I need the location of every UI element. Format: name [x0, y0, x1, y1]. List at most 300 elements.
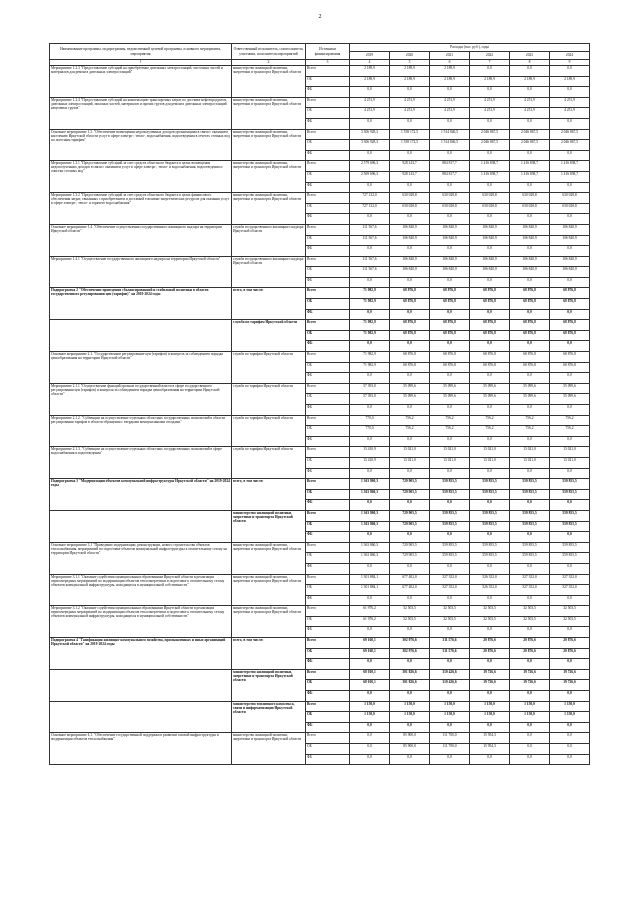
funding-source: ФБ	[306, 182, 350, 193]
cost-value: 2 569 696,3	[350, 171, 390, 182]
cost-value: 1 301 884,1	[350, 585, 390, 596]
cost-value: 0,0	[470, 659, 510, 670]
cost-value: 68 876,8	[510, 362, 550, 373]
cost-value: 0,0	[510, 214, 550, 225]
cost-value: 559 855,5	[550, 479, 590, 490]
cost-value: 111 567,6	[350, 256, 390, 267]
cost-value: 0,0	[350, 277, 390, 288]
funding-source: ФБ	[306, 691, 350, 702]
cost-value: 0,0	[430, 214, 470, 225]
cost-value: 677 402,0	[390, 585, 430, 596]
cost-value: 302 976,6	[390, 648, 430, 659]
item-responsible: министерство жилищной политики, энергетики и транспорта Иркутской области	[232, 97, 306, 129]
cost-value: 0,0	[430, 150, 470, 161]
cost-value: 1 150,0	[350, 712, 390, 723]
cost-value: 0,0	[470, 373, 510, 384]
cost-value: 4 251,9	[390, 108, 430, 119]
cost-value: 55 099,6	[430, 394, 470, 405]
cost-value: 559 855,5	[430, 510, 470, 521]
cost-value: 0,0	[430, 595, 470, 606]
cost-value: 0,0	[430, 405, 470, 416]
table-row	[50, 129, 590, 140]
cost-value: 19 726,6	[550, 669, 590, 680]
cost-value: 0,0	[510, 733, 550, 744]
item-name: Мероприятие 1.2.4 "Предоставление субсидий на компенсацию транспортных затрат по доставке нефтепродуктов, дизельных электростанций, запасных частей, материалов и прочих грузов для ремонта дизельных электростанций нецелевых грузов"	[50, 97, 232, 129]
cost-value: 85 900,0	[390, 744, 430, 755]
cost-value: 0,0	[550, 563, 590, 574]
cost-value: 0,0	[510, 659, 550, 670]
cost-value: 0,0	[470, 436, 510, 447]
cost-value: 13 021,0	[470, 447, 510, 458]
cost-value: 1 558 172,5	[390, 140, 430, 151]
cost-value: 677 402,0	[390, 574, 430, 585]
cost-value: 68 876,8	[430, 320, 470, 331]
cost-value: 559 855,5	[430, 521, 470, 532]
funding-source: ОБ	[306, 362, 350, 373]
cost-value: 0,0	[550, 744, 590, 755]
cost-value: 111 700,0	[430, 744, 470, 755]
cost-value: 4 251,9	[510, 108, 550, 119]
cost-value: 68 876,8	[550, 330, 590, 341]
header-column-number: 9	[550, 60, 590, 66]
funding-source: ОБ	[306, 680, 350, 691]
cost-value: 2 189,9	[430, 76, 470, 87]
cost-value: 928 143,7	[390, 161, 430, 172]
table-row	[50, 161, 590, 172]
cost-value: 0,0	[510, 150, 550, 161]
cost-value: 0,0	[550, 436, 590, 447]
cost-value: 0,0	[510, 627, 550, 638]
cost-value: 559 855,5	[430, 489, 470, 500]
cost-value: 559 855,5	[470, 479, 510, 490]
funding-source: ОБ	[306, 553, 350, 564]
cost-value: 0,0	[510, 691, 550, 702]
cost-value: 0,0	[390, 277, 430, 288]
cost-value: 68 876,8	[550, 299, 590, 310]
cost-value: 19 726,6	[470, 669, 510, 680]
cost-value: 68 876,8	[550, 320, 590, 331]
cost-value: 0,0	[430, 627, 470, 638]
cost-value: 756,2	[470, 426, 510, 437]
cost-value: 729 905,5	[390, 489, 430, 500]
cost-value: 0,0	[510, 341, 550, 352]
table-row	[50, 669, 590, 680]
cost-value: 32 503,5	[510, 606, 550, 617]
cost-value: 0,0	[470, 627, 510, 638]
cost-value: 0,0	[510, 118, 550, 129]
funding-source: Всего	[306, 352, 350, 363]
cost-value: 0,0	[430, 722, 470, 733]
cost-value: 0,0	[350, 182, 390, 193]
cost-value: 0,0	[390, 150, 430, 161]
funding-source: ОБ	[306, 457, 350, 468]
cost-value: 0,0	[390, 722, 430, 733]
cost-value: 0,0	[390, 405, 430, 416]
cost-value: 0,0	[350, 532, 390, 543]
cost-value: 68 876,8	[510, 352, 550, 363]
cost-value: 4 251,9	[470, 97, 510, 108]
cost-value: 106 840,9	[430, 235, 470, 246]
cost-value: 19 726,6	[510, 680, 550, 691]
item-responsible: служба по тарифам Иркутской области	[232, 415, 306, 447]
cost-value: 0,0	[510, 66, 550, 77]
cost-value: 68 876,8	[470, 330, 510, 341]
cost-value: 559 855,5	[510, 542, 550, 553]
budget-table	[49, 43, 590, 765]
cost-value: 301 826,6	[390, 680, 430, 691]
funding-source: ФБ	[306, 500, 350, 511]
cost-value: 4 251,9	[350, 97, 390, 108]
cost-value: 756,2	[550, 415, 590, 426]
table-row	[50, 352, 590, 363]
cost-value: 0,0	[550, 659, 590, 670]
funding-source: ФБ	[306, 659, 350, 670]
cost-value: 4 251,9	[430, 97, 470, 108]
cost-value: 0,0	[550, 87, 590, 98]
header-column-number: 6	[430, 60, 470, 66]
cost-value: 13 021,0	[510, 447, 550, 458]
funding-source: ОБ	[306, 394, 350, 405]
cost-value: 0,0	[470, 691, 510, 702]
cost-value: 0,0	[390, 532, 430, 543]
cost-value: 0,0	[470, 468, 510, 479]
funding-source: ФБ	[306, 595, 350, 606]
table-row	[50, 193, 590, 204]
cost-value: 0,0	[510, 563, 550, 574]
cost-value: 71 982,9	[350, 288, 390, 299]
cost-value: 68 876,8	[510, 330, 550, 341]
funding-source: ОБ	[306, 299, 350, 310]
header-funding-source: Источники финансирования	[306, 44, 350, 60]
funding-source: Всего	[306, 415, 350, 426]
cost-value: 0,0	[470, 182, 510, 193]
cost-value: 526 352,0	[470, 585, 510, 596]
cost-value: 630 028,8	[430, 203, 470, 214]
funding-source: Всего	[306, 256, 350, 267]
cost-value: 2 189,9	[390, 76, 430, 87]
cost-value: 559 855,5	[510, 510, 550, 521]
cost-value: 1 416 838,7	[470, 171, 510, 182]
cost-value: 106 840,9	[390, 256, 430, 267]
cost-value: 559 855,5	[510, 489, 550, 500]
cost-value: 0,0	[350, 436, 390, 447]
item-name: Основное мероприятие 1.4. "Обеспечение осуществления государственного жилищного надзора на территории Иркутской области"	[50, 224, 232, 256]
cost-value: 1 150,0	[510, 701, 550, 712]
header-year: 2024	[550, 52, 590, 60]
cost-value: 0,0	[510, 182, 550, 193]
funding-source: Всего	[306, 733, 350, 744]
item-responsible: служба государственного жилищного надзора Иркутской области	[232, 256, 306, 288]
cost-value: 32 503,5	[470, 616, 510, 627]
cost-value: 0,0	[390, 118, 430, 129]
cost-value: 0,0	[550, 722, 590, 733]
item-name: Основное мероприятие 1.3. "Обеспечение возмещения недополученных доходов организациям в связи с оказанием населению Иркутской области услуг в сфере электро-, тепло-, водоснабжения, водоотведения в отчетах сточных вод по льготным тарифам"	[50, 129, 232, 161]
cost-value: 0,0	[470, 563, 510, 574]
header-column-number: 5	[390, 60, 430, 66]
cost-value: 0,0	[350, 744, 390, 755]
cost-value: 559 855,5	[550, 510, 590, 521]
header-costs: Расходы (тыс. руб.), годы	[350, 44, 590, 52]
item-name: Мероприятие 3.1.2 "Оказание содействия муниципальным образованиям Иркутской области в реализации первоочередных мероприятий по модернизации объектов теплоэнергетики и подготовке к отопительному сезону объектов коммунальной инфраструктуры, находящихся в муниципальной собственности"	[50, 606, 232, 638]
cost-value: 0,0	[350, 722, 390, 733]
cost-value: 526 352,0	[470, 574, 510, 585]
cost-value: 106 840,9	[390, 235, 430, 246]
cost-value: 68 876,8	[390, 330, 430, 341]
cost-value: 1 150,0	[430, 701, 470, 712]
funding-source: Всего	[306, 288, 350, 299]
item-responsible: министерство жилищной политики, энергетики и транспорта Иркутской области	[232, 193, 306, 225]
cost-value: 756,2	[550, 426, 590, 437]
item-name	[50, 320, 232, 352]
cost-value: 15 954,3	[470, 733, 510, 744]
funding-source: ОБ	[306, 330, 350, 341]
table-row	[50, 510, 590, 521]
cost-value: 884 817,7	[430, 161, 470, 172]
cost-value: 0,0	[350, 733, 390, 744]
cost-value: 0,0	[390, 659, 430, 670]
cost-value: 68 876,8	[470, 299, 510, 310]
cost-value: 1 150,0	[390, 712, 430, 723]
cost-value: 2 189,9	[550, 76, 590, 87]
funding-source: ФБ	[306, 627, 350, 638]
cost-value: 559 855,5	[550, 489, 590, 500]
item-name: Подпрограмма 2 "Обеспечение проведения сбалансированной и стабильной политики в области государственного регулирования цен (тарифов)" на 2019-2024 годы	[50, 288, 232, 320]
item-responsible: министерство жилищной политики, энергетики и транспорта Иркутской области	[232, 161, 306, 193]
funding-source: ОБ	[306, 426, 350, 437]
funding-source: Всего	[306, 638, 350, 649]
cost-value: 13 021,0	[430, 457, 470, 468]
cost-value: 68 010,1	[350, 680, 390, 691]
funding-source: ФБ	[306, 246, 350, 257]
item-name: Мероприятие 1.4.1 "Осуществление государственного жилищного надзора на территории Иркутской области"	[50, 256, 232, 288]
funding-source: ОБ	[306, 585, 350, 596]
cost-value: 0,0	[430, 309, 470, 320]
cost-value: 729 905,5	[390, 479, 430, 490]
cost-value: 0,0	[510, 405, 550, 416]
cost-value: 756,2	[470, 415, 510, 426]
cost-value: 0,0	[510, 722, 550, 733]
cost-value: 68 876,8	[510, 320, 550, 331]
cost-value: 1 558 172,5	[390, 129, 430, 140]
cost-value: 68 876,8	[390, 288, 430, 299]
cost-value: 52 503,5	[390, 616, 430, 627]
cost-value: 68 876,8	[470, 288, 510, 299]
cost-value: 0,0	[390, 500, 430, 511]
table-row	[50, 224, 590, 235]
cost-value: 0,0	[470, 87, 510, 98]
table-row	[50, 256, 590, 267]
item-responsible: министерство жилищной политики, энергетики и транспорта Иркутской области	[232, 606, 306, 638]
cost-value: 1 150,0	[550, 701, 590, 712]
cost-value: 71 982,9	[350, 330, 390, 341]
cost-value: 32 503,5	[550, 606, 590, 617]
cost-value: 0,0	[470, 309, 510, 320]
cost-value: 4 251,9	[430, 108, 470, 119]
cost-value: 0,0	[350, 754, 390, 765]
cost-value: 770,0	[350, 415, 390, 426]
header-responsible: Ответственный исполнитель, соисполнители, участники, исполнители мероприятий	[232, 44, 306, 60]
cost-value: 32 503,5	[550, 616, 590, 627]
cost-value: 756,2	[510, 415, 550, 426]
cost-value: 0,0	[350, 659, 390, 670]
funding-source: ФБ	[306, 468, 350, 479]
cost-value: 20 876,6	[510, 648, 550, 659]
cost-value: 0,0	[350, 87, 390, 98]
cost-value: 1 150,0	[550, 712, 590, 723]
cost-value: 71 982,9	[350, 320, 390, 331]
cost-value: 0,0	[550, 532, 590, 543]
funding-source: ОБ	[306, 712, 350, 723]
cost-value: 68 876,8	[550, 362, 590, 373]
cost-value: 0,0	[350, 405, 390, 416]
cost-value: 0,0	[350, 150, 390, 161]
cost-value: 32 503,5	[510, 616, 550, 627]
cost-value: 68 876,8	[510, 299, 550, 310]
table-row	[50, 701, 590, 712]
funding-source: ОБ	[306, 171, 350, 182]
item-name: Основное мероприятие 3.1 "Проведение модернизации, реконструкции, нового строительства объектов теплоснабжения, мероприятий по подготовке объектов коммунальной инфраструктуры к отопительному сезону на территории Иркутской области"	[50, 542, 232, 574]
header-column-number: 7	[470, 60, 510, 66]
cost-value: 4 251,9	[550, 108, 590, 119]
header-column-number: 3	[306, 60, 350, 66]
item-responsible: всего, в том числе:	[232, 638, 306, 670]
cost-value: 1 363 860,3	[350, 542, 390, 553]
cost-value: 68 876,8	[430, 299, 470, 310]
cost-value: 0,0	[550, 66, 590, 77]
funding-source: ФБ	[306, 532, 350, 543]
cost-value: 310 426,6	[430, 669, 470, 680]
cost-value: 0,0	[510, 436, 550, 447]
cost-value: 1 150,0	[470, 712, 510, 723]
cost-value: 0,0	[390, 182, 430, 193]
cost-value: 559 855,5	[510, 521, 550, 532]
cost-value: 527 352,0	[550, 585, 590, 596]
cost-value: 527 352,0	[430, 574, 470, 585]
cost-value: 106 840,9	[470, 235, 510, 246]
cost-value: 630 028,8	[390, 203, 430, 214]
cost-value: 0,0	[510, 532, 550, 543]
funding-source: ОБ	[306, 521, 350, 532]
cost-value: 106 840,9	[470, 256, 510, 267]
cost-value: 2 046 867,5	[470, 140, 510, 151]
cost-value: 630 028,8	[550, 203, 590, 214]
item-responsible: министерство жилищной политики, энергетики и транспорта Иркутской области	[232, 66, 306, 98]
header-column-number: 8	[510, 60, 550, 66]
cost-value: 1 363 860,3	[350, 510, 390, 521]
funding-source: Всего	[306, 161, 350, 172]
cost-value: 527 352,0	[510, 585, 550, 596]
cost-value: 1 514 846,5	[430, 129, 470, 140]
cost-value: 0,0	[470, 246, 510, 257]
cost-value: 106 840,9	[510, 256, 550, 267]
cost-value: 1 363 860,3	[350, 553, 390, 564]
cost-value: 0,0	[470, 405, 510, 416]
cost-value: 727 132,0	[350, 203, 390, 214]
item-name: Мероприятие 2.1.1 "Осуществление функций органом государственной власти в сфере государственного регулирования цен (тарифов) и контроля за соблюдением порядка ценообразования на территории Иркутской области"	[50, 383, 232, 415]
cost-value: 0,0	[510, 754, 550, 765]
cost-value: 729 905,5	[390, 510, 430, 521]
cost-value: 928 143,7	[390, 171, 430, 182]
cost-value: 13 021,0	[510, 457, 550, 468]
item-responsible: министерство жилищной политики, энергетики и транспорта Иркутской области	[232, 574, 306, 606]
cost-value: 0,0	[350, 691, 390, 702]
cost-value: 68 876,8	[510, 288, 550, 299]
item-name: Мероприятие 1.3.1 "Предоставление субсидий за счет средств областного бюджета в целях возмещения недополученных доходов в связи с оказанием услуг в сфере электро-, тепло- и водоснабжения, водоотведения и очистки сточных вод"	[50, 161, 232, 193]
cost-value: 0,0	[510, 744, 550, 755]
cost-value: 559 855,5	[550, 542, 590, 553]
cost-value: 0,0	[430, 563, 470, 574]
cost-value: 559 855,5	[510, 553, 550, 564]
cost-value: 0,0	[550, 691, 590, 702]
cost-value: 0,0	[350, 373, 390, 384]
cost-value: 57 393,0	[350, 383, 390, 394]
item-responsible: служба по тарифам Иркутской области	[232, 352, 306, 384]
cost-value: 0,0	[550, 468, 590, 479]
cost-value: 52 503,5	[390, 606, 430, 617]
cost-value: 559 855,5	[470, 510, 510, 521]
cost-value: 106 840,9	[430, 256, 470, 267]
cost-value: 0,0	[470, 722, 510, 733]
cost-value: 32 503,5	[430, 606, 470, 617]
cost-value: 630 028,8	[390, 193, 430, 204]
funding-source: Всего	[306, 447, 350, 458]
cost-value: 559 855,5	[550, 521, 590, 532]
cost-value: 0,0	[510, 468, 550, 479]
cost-value: 559 855,5	[550, 553, 590, 564]
cost-value: 13 410,9	[350, 457, 390, 468]
cost-value: 630 028,8	[510, 193, 550, 204]
cost-value: 2 046 867,5	[510, 129, 550, 140]
cost-value: 1 514 846,5	[430, 140, 470, 151]
cost-value: 55 099,6	[390, 383, 430, 394]
item-name: Подпрограмма 3 "Модернизация объектов коммунальной инфраструктуры Иркутской области" на 2019-2024 годы	[50, 479, 232, 511]
cost-value: 0,0	[550, 150, 590, 161]
cost-value: 0,0	[430, 659, 470, 670]
header-name: Наименование программы, подпрограммы, ведомственной целевой программы, основного мероприятия, мероприятия	[50, 44, 232, 60]
cost-value: 2 189,9	[470, 76, 510, 87]
cost-value: 310 426,6	[430, 680, 470, 691]
cost-value: 770,0	[350, 426, 390, 437]
item-name: Мероприятие 2.1.3. "Субвенции на осуществление отдельных областных государственных полномочий в сфере водоснабжения и водоотведения"	[50, 447, 232, 479]
cost-value: 0,0	[430, 468, 470, 479]
cost-value: 20 876,6	[510, 638, 550, 649]
cost-value: 756,2	[390, 415, 430, 426]
cost-value: 0,0	[350, 341, 390, 352]
cost-value: 0,0	[390, 436, 430, 447]
cost-value: 2 046 867,5	[470, 129, 510, 140]
cost-value: 756,2	[390, 426, 430, 437]
cost-value: 4 251,9	[390, 97, 430, 108]
cost-value: 68 876,8	[430, 288, 470, 299]
table-row	[50, 542, 590, 553]
cost-value: 527 352,0	[510, 574, 550, 585]
cost-value: 71 982,9	[350, 362, 390, 373]
cost-value: 0,0	[390, 627, 430, 638]
funding-source: Всего	[306, 193, 350, 204]
cost-value: 2 046 867,5	[550, 129, 590, 140]
funding-source: ФБ	[306, 87, 350, 98]
cost-value: 0,0	[390, 246, 430, 257]
cost-value: 0,0	[510, 277, 550, 288]
cost-value: 2 579 696,3	[350, 161, 390, 172]
cost-value: 0,0	[430, 436, 470, 447]
funding-source: ФБ	[306, 341, 350, 352]
item-responsible: министерство жилищной политики, энергетики и транспорта Иркутской области	[232, 129, 306, 161]
page-number: 2	[318, 14, 322, 20]
funding-source: ОБ	[306, 76, 350, 87]
header-column-number: 4	[350, 60, 390, 66]
cost-value: 55 099,6	[470, 394, 510, 405]
